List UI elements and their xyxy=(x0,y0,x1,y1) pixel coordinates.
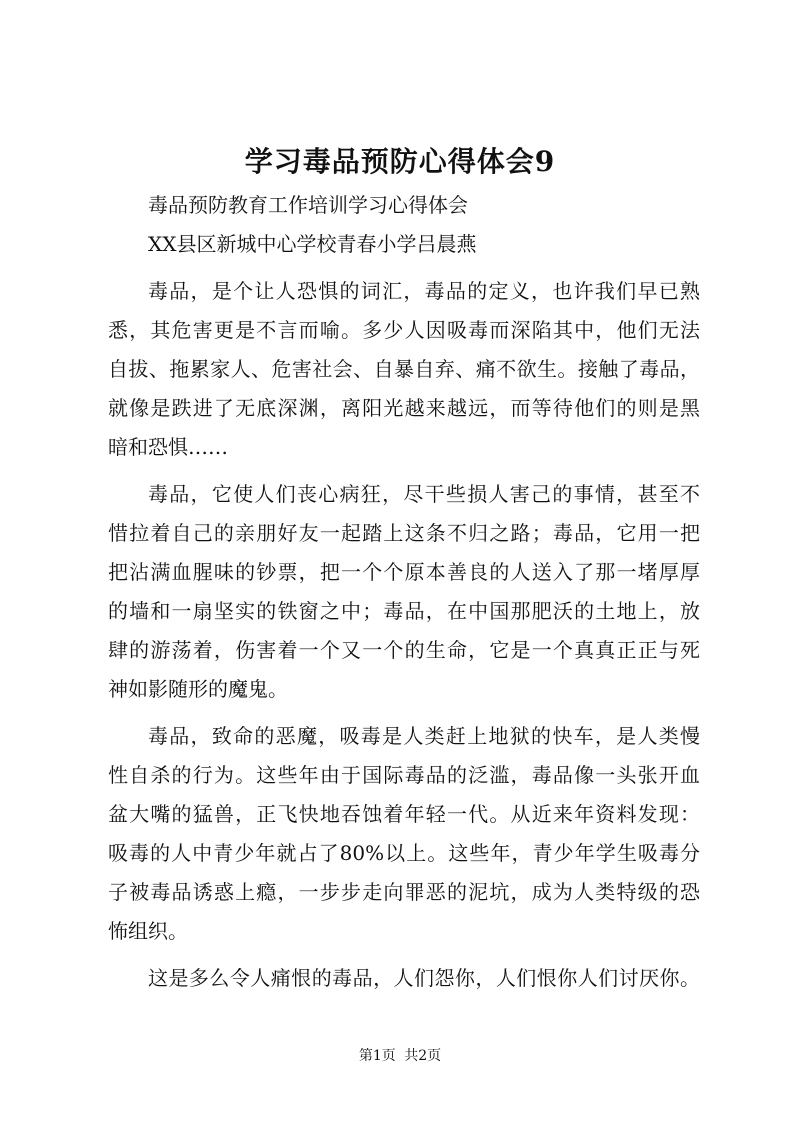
paragraph xyxy=(108,959,700,998)
paragraph-line: 怖组织。 xyxy=(108,919,188,943)
page-footer xyxy=(0,1046,800,1066)
paragraph-line: 毒品，是个让人恐惧的词汇，毒品的定义，也许我们早已熟 xyxy=(148,279,700,303)
paragraph-line: 暗和恐惧…… xyxy=(108,435,228,459)
document-body xyxy=(108,186,700,998)
paragraph-line: 毒品，它使人们丧心病狂，尽干些损人害己的事情，甚至不 xyxy=(148,482,700,506)
paragraph-line: 吸毒的人中青少年就占了80%以上。这些年，青少年学生吸毒分 xyxy=(108,841,700,865)
paragraph-line: 盆大嘴的猛兽，正飞快地吞蚀着年轻一代。从近来年资料发现： xyxy=(108,802,700,826)
paragraph xyxy=(108,717,700,951)
paragraph-line: 神如影随形的魔鬼。 xyxy=(108,677,288,701)
paragraph-line: 性自杀的行为。这些年由于国际毒品的泛滥，毒品像一头张开血 xyxy=(108,763,700,787)
paragraph-line: 自拔、拖累家人、危害社会、自暴自弃、痛不欲生。接触了毒品， xyxy=(108,357,700,381)
paragraph-line: 肆的游荡着，伤害着一个又一个的生命，它是一个真真正正与死 xyxy=(108,638,700,662)
paragraph-line: 这是多么令人痛恨的毒品，人们怨你，人们恨你人们讨厌你。 xyxy=(148,966,700,990)
paragraph-line: 的墙和一扇坚实的铁窗之中；毒品，在中国那肥沃的土地上，放 xyxy=(108,599,700,623)
paragraph-line: 子被毒品诱惑上瘾，一步步走向罪恶的泥坑，成为人类特级的恐 xyxy=(108,880,700,904)
page-total: 共2页 xyxy=(404,1048,442,1064)
document-author: XX县区新城中心学校青春小学吕晨燕 xyxy=(148,232,477,256)
paragraph xyxy=(108,272,700,467)
paragraph-line: 惜拉着自己的亲朋好友一起踏上这条不归之路；毒品，它用一把 xyxy=(108,521,700,545)
paragraph-line: 悉，其危害更是不言而喻。多少人因吸毒而深陷其中，他们无法 xyxy=(108,318,700,342)
paragraph-line: 把沾满血腥味的钞票，把一个个原本善良的人送入了那一堵厚厚 xyxy=(108,560,700,584)
page-number: 第1页 xyxy=(358,1048,396,1064)
paragraph xyxy=(108,475,700,709)
paragraph-line: 毒品，致命的恶魔，吸毒是人类赶上地狱的快车，是人类慢 xyxy=(148,724,700,748)
paragraph-line: 就像是跌进了无底深渊，离阳光越来越远，而等待他们的则是黑 xyxy=(108,396,700,420)
document-subtitle: 毒品预防教育工作培训学习心得体会 xyxy=(148,193,468,217)
document-title: 学习毒品预防心得体会9 xyxy=(244,145,556,178)
